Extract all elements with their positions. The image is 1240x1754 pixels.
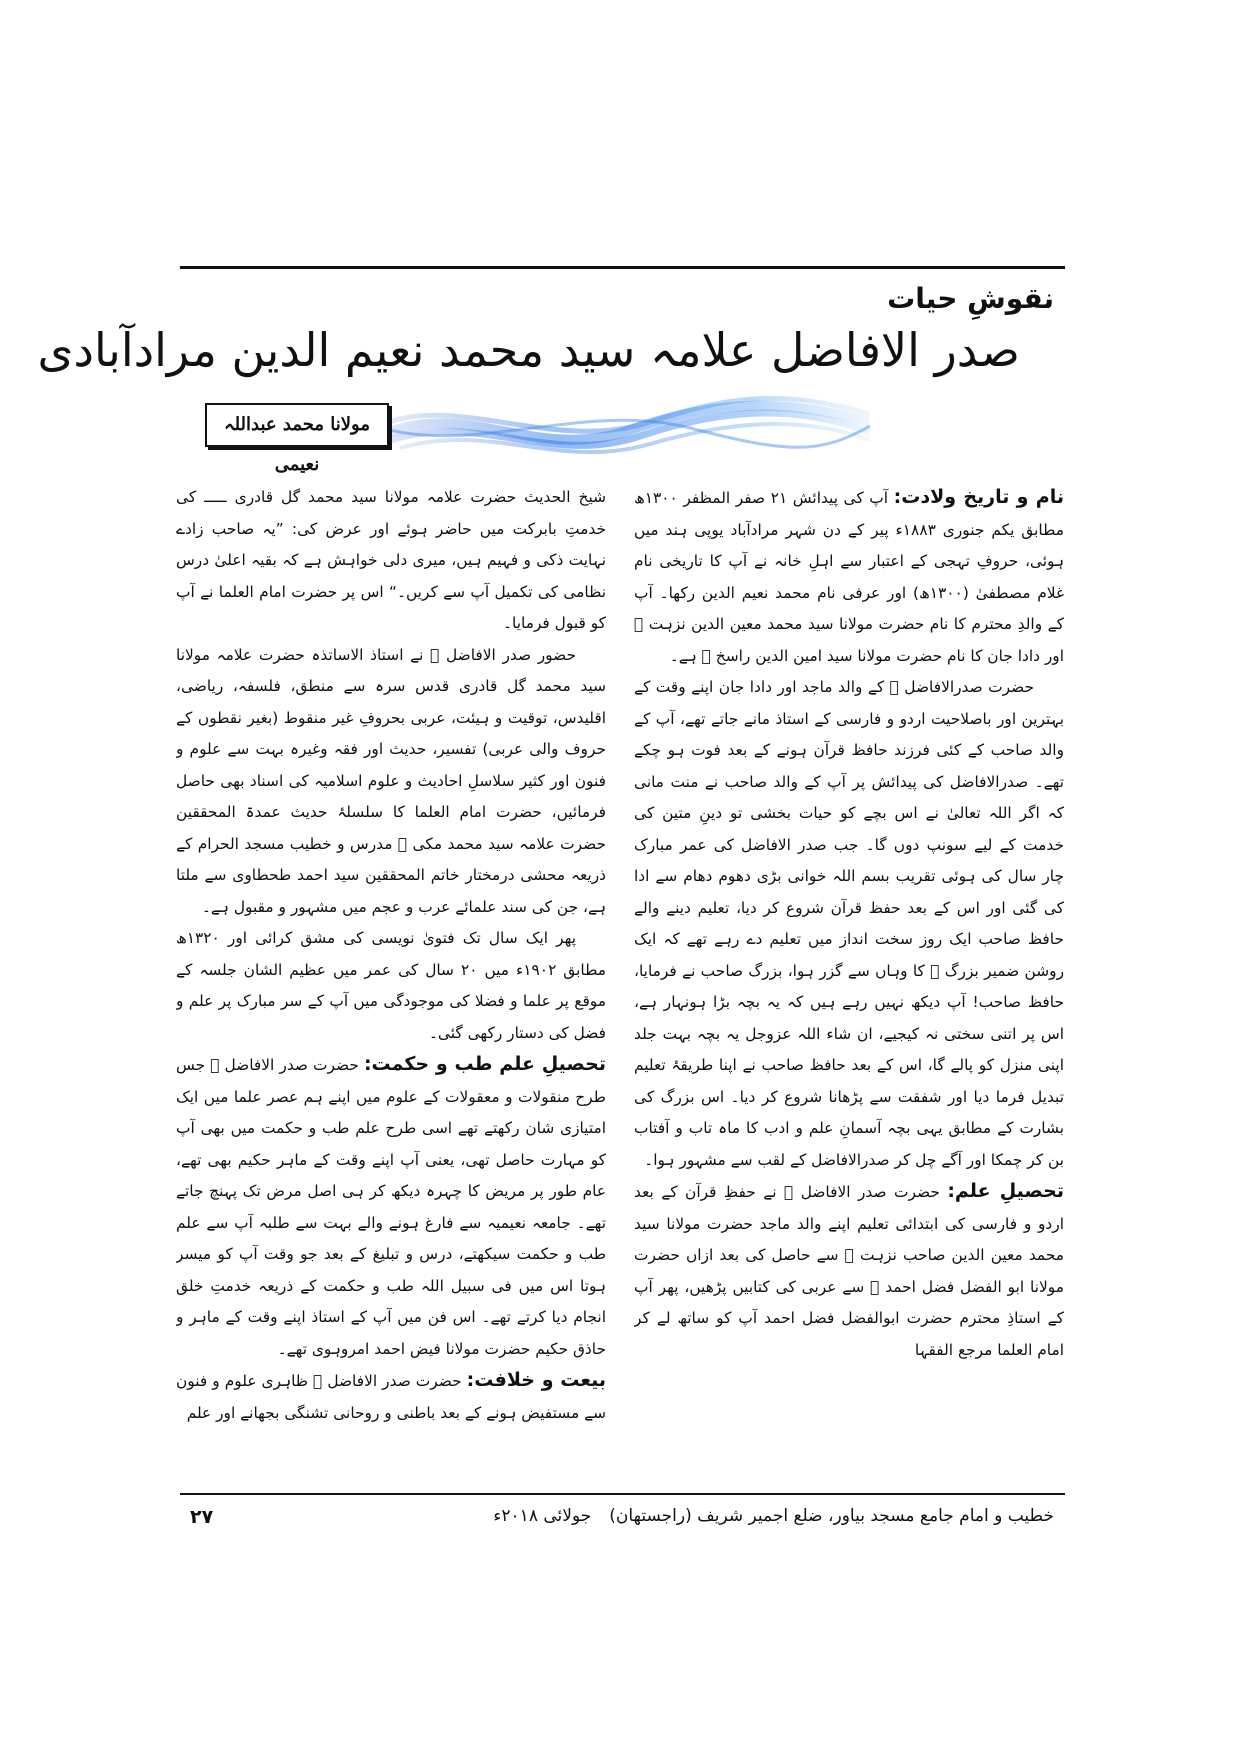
bottom-rule [180,1493,1065,1495]
heading-medicine: تحصیلِ علم طب و حکمت: [363,1053,606,1075]
paragraph: شیخ الحدیث حضرت علامہ مولانا سید محمد گل قادری ـــــ کی خدمتِ بابرکت میں حاضر ہوئے اور عرض کی: ”یہ صاحب زادے نہایت ذکی و فہیم ہیں، میری دلی خواہش ہے کہ بقیہ اعلیٰ درس نظامی کی تکمیل آپ سے کریں۔“ اس پر حضرت امام العلما نے آپ کو قبول فرمایا۔ [176,488,606,632]
article-title: صدر الافاضل علامہ سید محمد نعیم الدین مرادآبادی [37,323,1020,377]
heading-allegiance: بیعت و خلافت: [466,1369,606,1391]
paragraph: پھر ایک سال تک فتویٰ نویسی کی مشق کرائی اور ۱۳۲۰ھ مطابق ۱۹۰۲ء میں ۲۰ سال کی عمر میں عظیم الشان جلسہ کے موقع پر علما و فضلا کی موجودگی میں آپ کے سر مبارک پر علم و فضل کی دستار رکھی گئی۔ [176,929,606,1042]
paragraph: حضرت صدر الافاضل ﷫ جس طرح منقولات و معقولات کے علوم میں اپنے ہم عصر علما میں ایک امتیازی شان رکھتے تھے اسی طرح علم طب و حکمت میں بھی آپ کو مہارت حاصل تھی، یعنی آپ اپنے وقت کے ماہر حکیم بھی تھے، عام طور پر مریض کا چہرہ دیکھ کر ہی اصل مرض تک پہنچ جاتے تھے۔ جامعہ نعیمیہ سے فارغ ہونے والے بہت سے طلبہ آپ سے علم طب و حکمت سیکھتے، درس و تبلیغ کے بعد جو وقت آپ کو میسر ہوتا اس میں فی سبیل اللہ طب و حکمت کے ذریعہ خدمتِ خلق انجام دیا کرتے تھے۔ اس فن میں آپ کے استاذ اپنے وقت کے ماہر و حاذق حکیم حضرت مولانا فیض احمد امروہوی تھے۔ [176,1056,606,1358]
paragraph: حضور صدر الافاضل ﷫ نے استاذ الاساتذہ حضرت علامہ مولانا سید محمد گل قادری قدس سرہ سے منطق، فلسفہ، ریاضی، اقلیدس، توقیت و ہیئت، عربی بحروفِ غیر منقوط (بغیر نقطوں کے حروف والی عربی) تفسیر، حدیث اور فقہ وغیرہ بہت سے علوم و فنون اور کثیر سلاسلِ احادیث و علوم اسلامیہ کی اسناد بھی حاصل فرمائیں، حضرت امام العلما کا سلسلۂ حدیث عمدۃ المحققین حضرت علامہ سید محمد مکی ﷫ مدرس و خطیب مسجد الحرام کے ذریعہ محشی درمختار خاتم المحققین سید احمد طحطاوی سے ملتا ہے، جن کی سند علمائے عرب و عجم میں مشہور و مقبول ہے۔ [176,645,606,916]
paragraph: حضرت صدر الافاضل ﷫ نے حفظِ قرآن کے بعد اردو و فارسی کی ابتدائی تعلیم اپنے والد ماجد حضرت مولانا سید محمد معین الدین صاحب نزہت ﷫ سے حاصل کی بعد ازاں حضرت مولانا ابو الفضل فضل احمد ﷫ سے عربی کی کتابیں پڑھیں، پھر آپ کے استاذِ محترم حضرت ابوالفضل فضل احمد آپ کو ساتھ لے کر امام العلما مرجع الفقہا [634,1183,1064,1359]
paragraph: حضرت صدر الافاضل ﷫ ظاہری علوم و فنون سے مستفیض ہونے کے بعد باطنی و روحانی تشنگی بجھانے اور علم [176,1372,606,1422]
left-column [176,482,606,1502]
section-label: نقوشِ حیات [887,282,1054,315]
page-number: ۲۷ [190,1506,214,1528]
author-name: مولانا محمد عبداللہ نعیمی [205,403,389,447]
decorative-wave-banner [390,392,870,470]
right-column [634,482,1064,1502]
heading-acquiring-knowledge: تحصیلِ علم: [947,1180,1064,1202]
issue-date: جولائی ۲۰۱۸ء [493,1506,592,1526]
author-role: خطیب و امام جامع مسجد بیاور، ضلع اجمیر شریف (راجستھان) [609,1506,1054,1526]
paragraph: حضرت صدرالافاضل ﷫ کے والد ماجد اور دادا جان اپنے وقت کے بہترین اور باصلاحیت اردو و فارسی کے استاذ مانے جاتے تھے، آپ کے والد صاحب کے کئی فرزند حافظ قرآن ہونے کے بعد فوت ہو چکے تھے۔ صدرالافاضل کی پیدائش پر آپ کے والد صاحب نے منت مانی کہ اگر اللہ تعالیٰ نے اس بچے کو حیات بخشی تو دینِ متین کی خدمت کے لیے سونپ دوں گا۔ جب صدر الافاضل کی عمر مبارک چار سال کی ہوئی تقریب بسم اللہ خوانی بڑی دھوم دھام سے ادا کی گئی اور اس کے بعد حفظ قرآن شروع کر دیا، تعلیم دینے والے حافظ صاحب ایک روز سخت انداز میں تعلیم دے رہے تھے کہ ایک روشن ضمیر بزرگ ﷫ کا وہاں سے گزر ہوا، بزرگ صاحب نے فرمایا، حافظ صاحب! آپ دیکھ نہیں رہے ہیں کہ یہ بچہ بڑا ہونہار ہے، اس پر اتنی سختی نہ کیجیے، ان شاء اللہ عزوجل یہ بچہ بہت جلد اپنی منزل کو پالے گا، اس کے بعد حافظ صاحب نے اپنا طریقۂ تعلیم تبدیل فرما دیا اور شفقت سے پڑھانا شروع کر دیا۔ اس بزرگ کی بشارت کے مطابق یہی بچہ آسمانِ علم و ادب کا ماہ تاب و آفتاب بن کر چمکا اور آگے چل کر صدرالافاضل کے لقب سے مشہور ہوا۔ [634,678,1064,1169]
paragraph: آپ کی پیدائش ۲۱ صفر المظفر ۱۳۰۰ھ مطابق یکم جنوری ۱۸۸۳ء پیر کے دن شہر مرادآباد یوپی ہند میں ہوئی، حروفِ تہجی کے اعتبار سے اہلِ خانہ نے آپ کا تاریخی نام غلام مصطفیٰ (۱۳۰۰ھ) اور عرفی نام محمد نعیم الدین رکھا۔ آپ کے والدِ محترم کا نام حضرت مولانا سید محمد معین الدین نزہت ﷫ اور دادا جان کا نام حضرت مولانا سید امین الدین راسخ ﷫ ہے۔ [634,489,1064,665]
heading-name-birth: نام و تاریخ ولادت: [893,486,1064,508]
footer-note [493,1506,1054,1526]
top-rule [180,266,1065,269]
